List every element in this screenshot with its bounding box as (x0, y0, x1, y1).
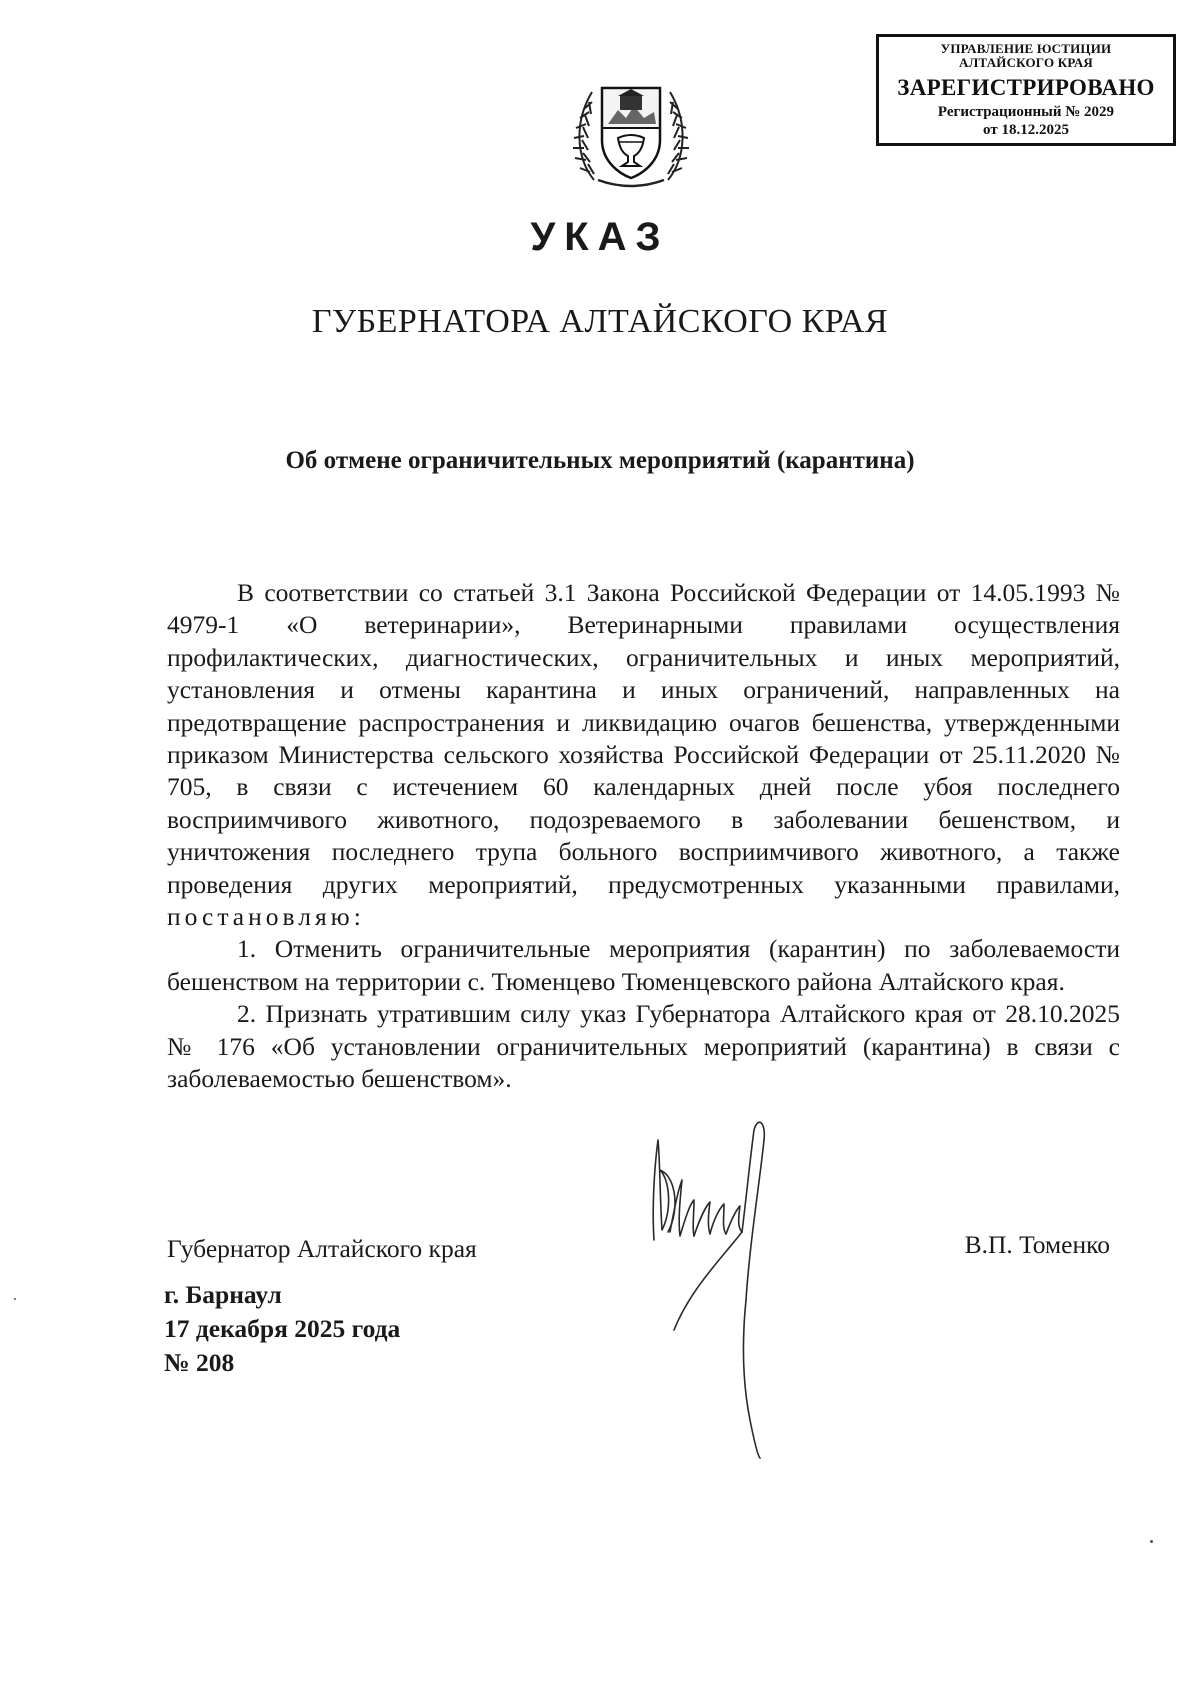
document-type: УКАЗ (530, 215, 670, 259)
scan-speck (14, 1298, 16, 1300)
document-issuer: ГУБЕРНАТОРА АЛТАЙСКОГО КРАЯ (311, 303, 889, 340)
signatory-name: В.П. Томенко (964, 1230, 1110, 1259)
coat-of-arms-icon (572, 62, 690, 192)
preamble-text: В соответствии со статьей 3.1 Закона Российской Федерации от 14.05.1993 № 4979-1 «О ветеринарии», Ветеринарными правилами осуществления профилактических, диагностических, ограничительных и иных мероприятий, установления и отмены карантина и иных ограничений, направленных на предотвращение распространения и ликвидацию очагов бешенства, утвержденными приказом Министерства сельского хозяйства Российской Федерации от 25.11.2020 № 705, в связи с истечением 60 календарных дней после убоя последнего восприимчивого животного, подозреваемого в заболевании бешенством, и уничтожения последнего трупа больного восприимчивого животного, а также проведения других мероприятий, предусмотренных указанными правилами, (167, 578, 1120, 899)
decree-item-2: 2. Признать утратившим силу указ Губернатора Алтайского края от 28.10.2025 № 176 «Об установлении ограничительных мероприятий (карантина) в связи с заболеваемостью бешенством». (167, 999, 1120, 1094)
handwritten-signature-icon (650, 1120, 830, 1460)
decree-item-1: 1. Отменить ограничительные мероприятия (карантин) по заболеваемости бешенством на территории с. Тюменцево Тюменцевского района Алтайского края. (167, 934, 1120, 996)
decree-word: постановляю: (167, 902, 365, 932)
stamp-reg-number: Регистрационный № 2029 (937, 104, 1115, 120)
registration-stamp (876, 34, 1176, 146)
stamp-org-line-2: АЛТАЙСКОГО КРАЯ (959, 55, 1093, 70)
stamp-status: ЗАРЕГИСТРИРОВАНО (897, 75, 1155, 100)
document-date: 17 декабря 2025 года (164, 1314, 401, 1343)
signatory-position: Губернатор Алтайского края (167, 1234, 477, 1263)
stamp-org-line-1: УПРАВЛЕНИЕ ЮСТИЦИИ (940, 41, 1112, 56)
document-number: № 208 (164, 1348, 235, 1377)
stamp-reg-date: от 18.12.2025 (983, 122, 1069, 138)
document-body (167, 577, 1120, 1096)
place-date-number-block (164, 1278, 400, 1380)
document-heading: Об отмене ограничительных мероприятий (карантина) (285, 447, 915, 474)
scan-speck (1150, 1540, 1153, 1543)
document-place: г. Барнаул (164, 1280, 282, 1309)
preamble-paragraph (167, 577, 1120, 933)
